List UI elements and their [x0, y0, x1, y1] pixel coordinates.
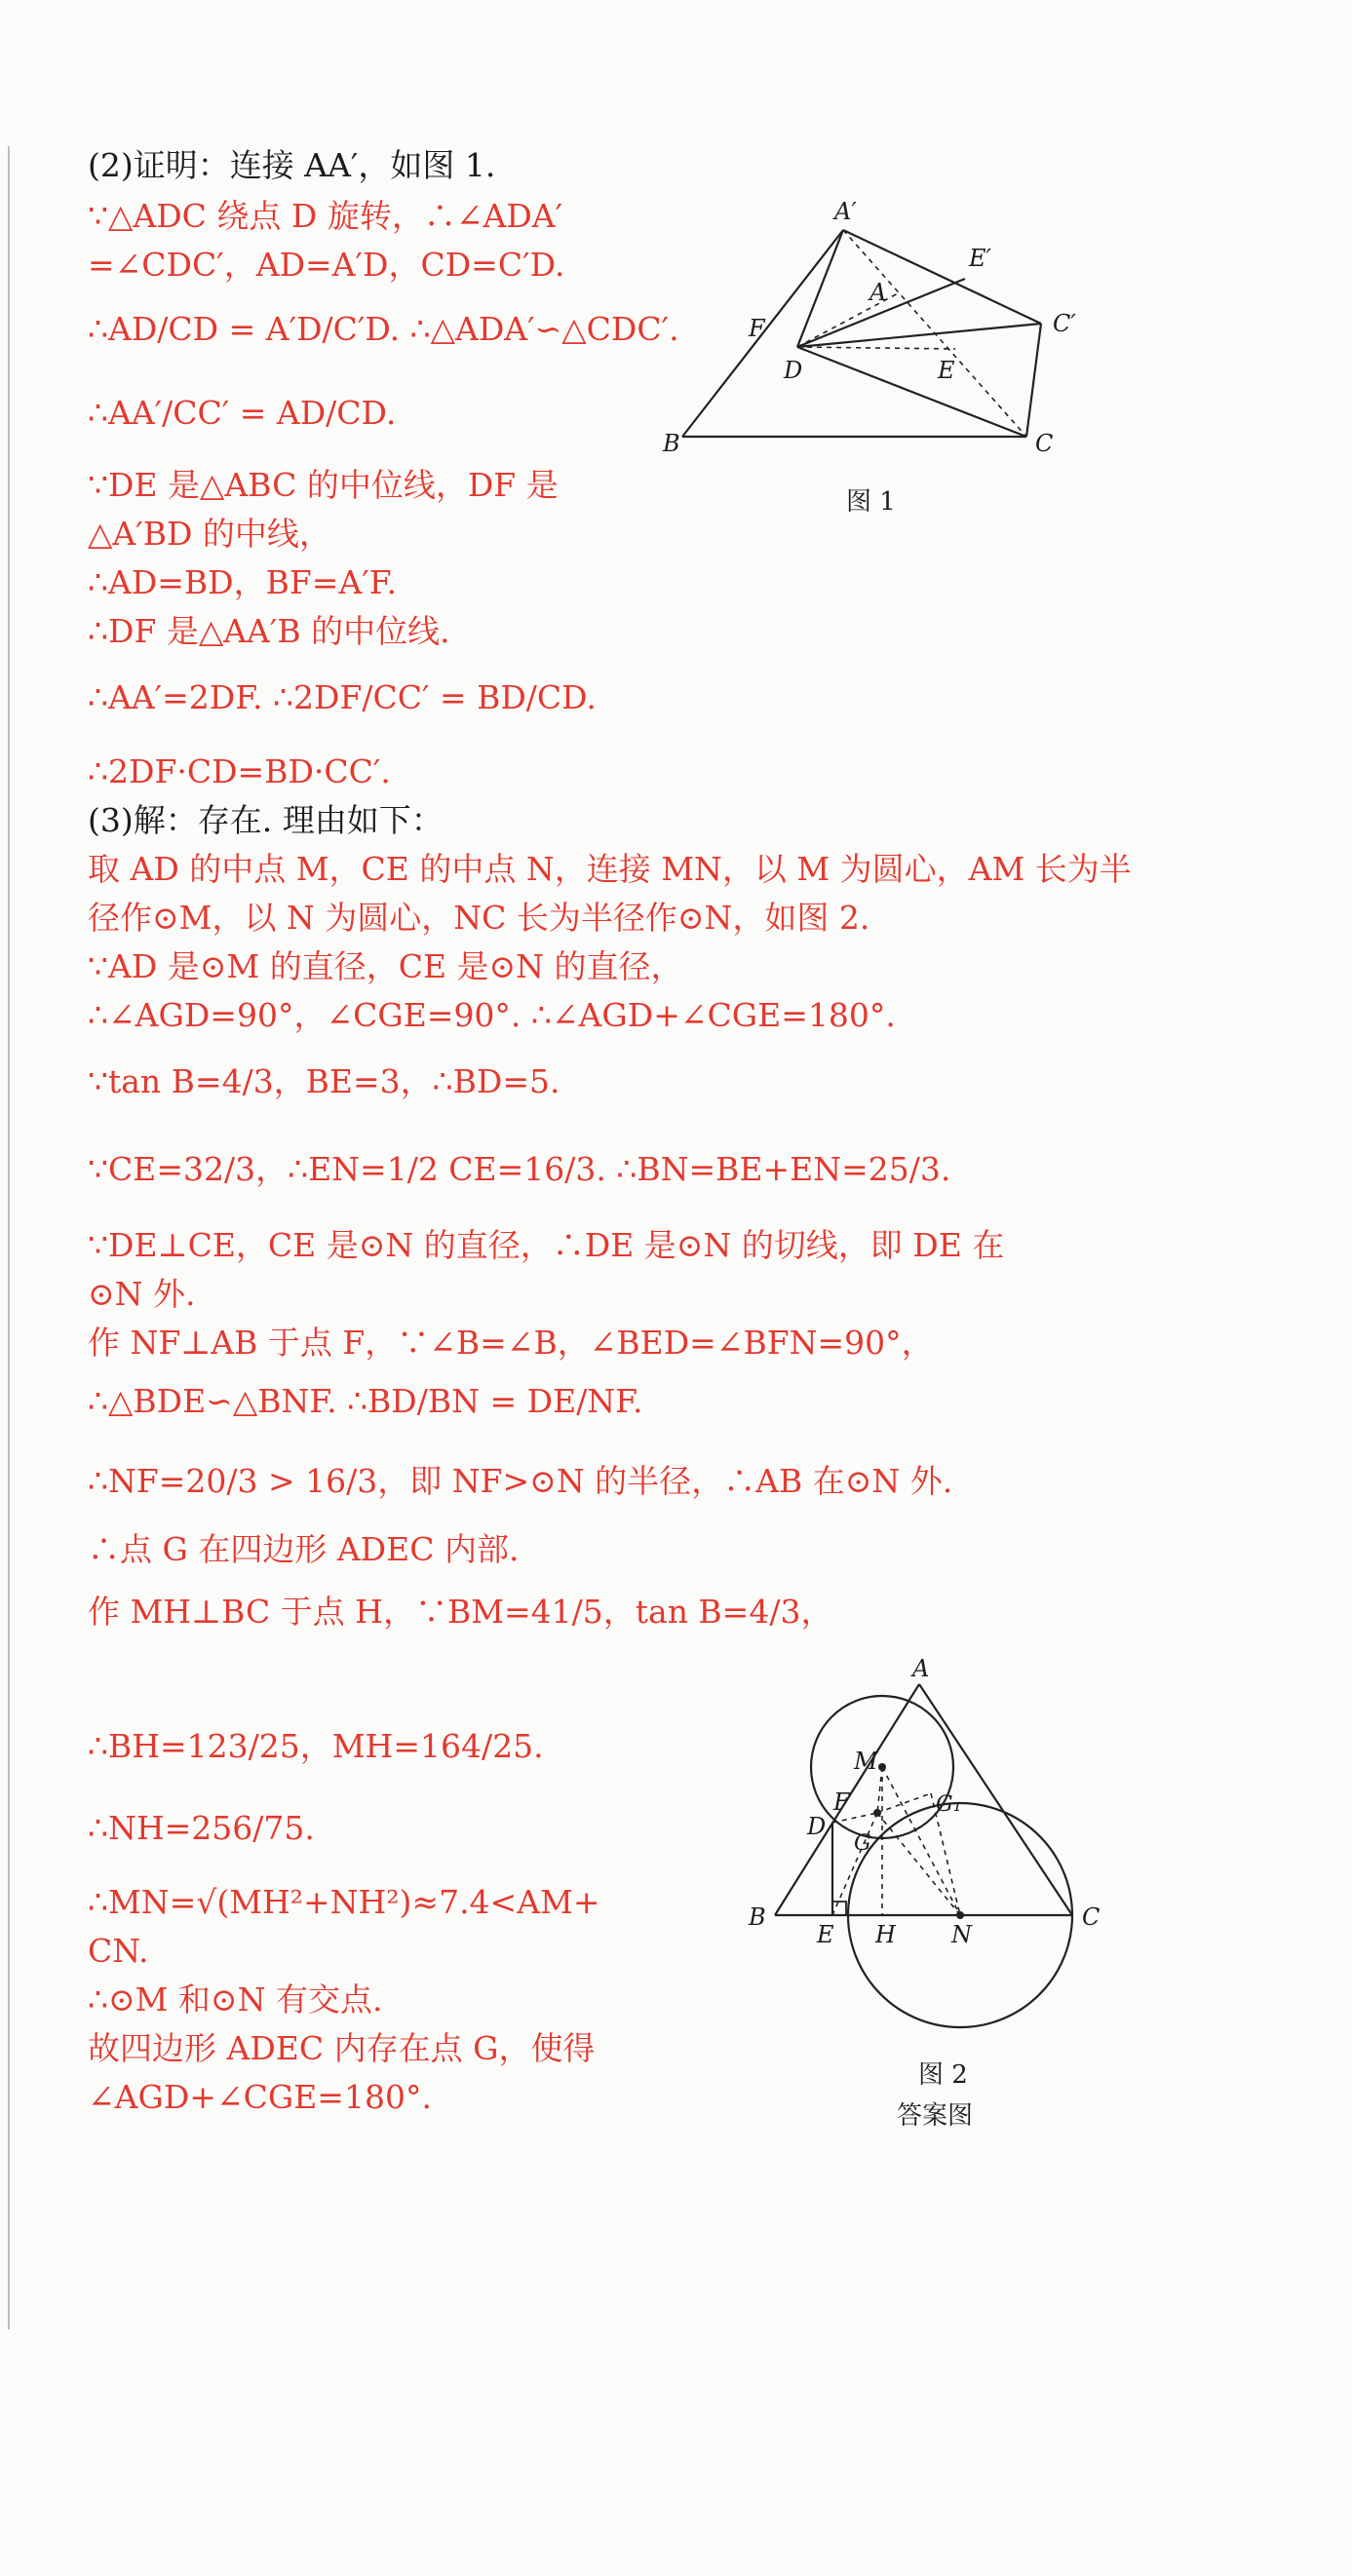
solution-line: ∴∠AGD=90°，∠CGE=90°. ∴∠AGD+∠CGE=180°. [88, 996, 896, 1034]
fig2-label-n: N [951, 1921, 972, 1948]
solution-line: (3)解：存在. 理由如下： [88, 801, 444, 839]
fig2-label-a: A [912, 1655, 930, 1682]
solution-line: ∴2DF·CD=BD·CC′. [88, 752, 391, 790]
fig2-label-h: H [875, 1921, 896, 1948]
fig1-label-e: E [938, 357, 955, 384]
solution-line: ∵tan B=4/3，BE=3，∴BD=5. [88, 1062, 560, 1100]
solution-line: =∠CDC′，AD=A′D，CD=C′D. [88, 246, 565, 284]
fig1-label-c: C [1035, 430, 1054, 457]
solution-line: 故四边形 ADEC 内存在点 G，使得 [88, 2029, 596, 2067]
solution-line: ∴AD=BD，BF=A′F. [88, 563, 398, 601]
solution-line: ∴AA′=2DF. ∴2DF/CC′ = BD/CD. [88, 678, 597, 716]
solution-line: ∴MN=√(MH²+NH²)≈7.4<AM+ [88, 1883, 600, 1921]
figure-2-diagram [741, 1657, 1131, 2047]
fig1-label-b: B [663, 430, 680, 457]
solution-line: ∠AGD+∠CGE=180°. [88, 2078, 432, 2116]
fig1-label-a: A [869, 279, 887, 306]
figure-1-diagram [663, 185, 1111, 478]
solution-line: ∴NF=20/3 > 16/3，即 NF>⊙N 的半径，∴AB 在⊙N 外. [88, 1462, 953, 1500]
figure-1-caption: 图 1 [846, 487, 896, 517]
fig2-label-b: B [749, 1903, 766, 1931]
solution-line: ∴AD/CD = A′D/C′D. ∴△ADA′∽△CDC′. [88, 310, 679, 348]
figure-2-subcaption: 答案图 [897, 2101, 974, 2131]
fig1-label-c-prime: C′ [1053, 310, 1076, 337]
solution-line: ∵AD 是⊙M 的直径，CE 是⊙N 的直径， [88, 947, 683, 985]
solution-line: ⊙N 外. [88, 1275, 196, 1313]
solution-line: ∴NH=256/75. [88, 1809, 315, 1847]
solution-line: ∴点 G 在四边形 ADEC 内部. [88, 1530, 520, 1568]
solution-line: ∴BH=123/25，MH=164/25. [88, 1727, 544, 1765]
fig2-label-g: G [854, 1831, 871, 1856]
solution-line: ∵DE⊥CE，CE 是⊙N 的直径，∴DE 是⊙N 的切线，即 DE 在 [88, 1226, 1005, 1264]
solution-line: CN. [88, 1932, 149, 1970]
fig2-label-f: F [833, 1788, 850, 1816]
fig2-label-e: E [817, 1921, 834, 1948]
fig2-label-g1: G₁ [936, 1792, 962, 1817]
solution-line: 作 MH⊥BC 于点 H，∵BM=41/5，tan B=4/3， [88, 1593, 833, 1631]
solution-line: ∴DF 是△AA′B 的中位线. [88, 612, 450, 650]
fig2-label-m: M [854, 1748, 878, 1775]
solution-line: ∴⊙M 和⊙N 有交点. [88, 1980, 383, 2019]
solution-line: 取 AD 的中点 M，CE 的中点 N，连接 MN，以 M 为圆心，AM 长为半 [88, 850, 1132, 888]
solution-line: ∵△ADC 绕点 D 旋转，∴∠ADA′ [88, 197, 563, 235]
solution-line: ∵DE 是△ABC 的中位线，DF 是 [88, 466, 559, 504]
fig2-label-c: C [1082, 1903, 1101, 1931]
solution-line: 径作⊙M，以 N 为圆心，NC 长为半径作⊙N，如图 2. [88, 899, 870, 937]
fig1-label-a-prime: A′ [834, 198, 857, 225]
figure-2-caption: 图 2 [918, 2060, 968, 2090]
solution-line: ∴△BDE∽△BNF. ∴BD/BN = DE/NF. [88, 1382, 643, 1420]
solution-line: 作 NF⊥AB 于点 F，∵∠B=∠B，∠BED=∠BFN=90°， [88, 1324, 934, 1362]
fig1-label-d: D [784, 357, 803, 384]
fig1-label-f: F [749, 315, 765, 342]
solution-line: △A′BD 的中线， [88, 515, 331, 553]
solution-line: ∵CE=32/3，∴EN=1/2 CE=16/3. ∴BN=BE+EN=25/3. [88, 1150, 951, 1188]
solution-line: (2)证明：连接 AA′，如图 1. [88, 146, 496, 184]
page-margin-rule [8, 146, 10, 2329]
solution-line: ∴AA′/CC′ = AD/CD. [88, 394, 397, 432]
fig2-label-d: D [807, 1813, 827, 1840]
fig1-label-e-prime: E′ [969, 245, 991, 272]
